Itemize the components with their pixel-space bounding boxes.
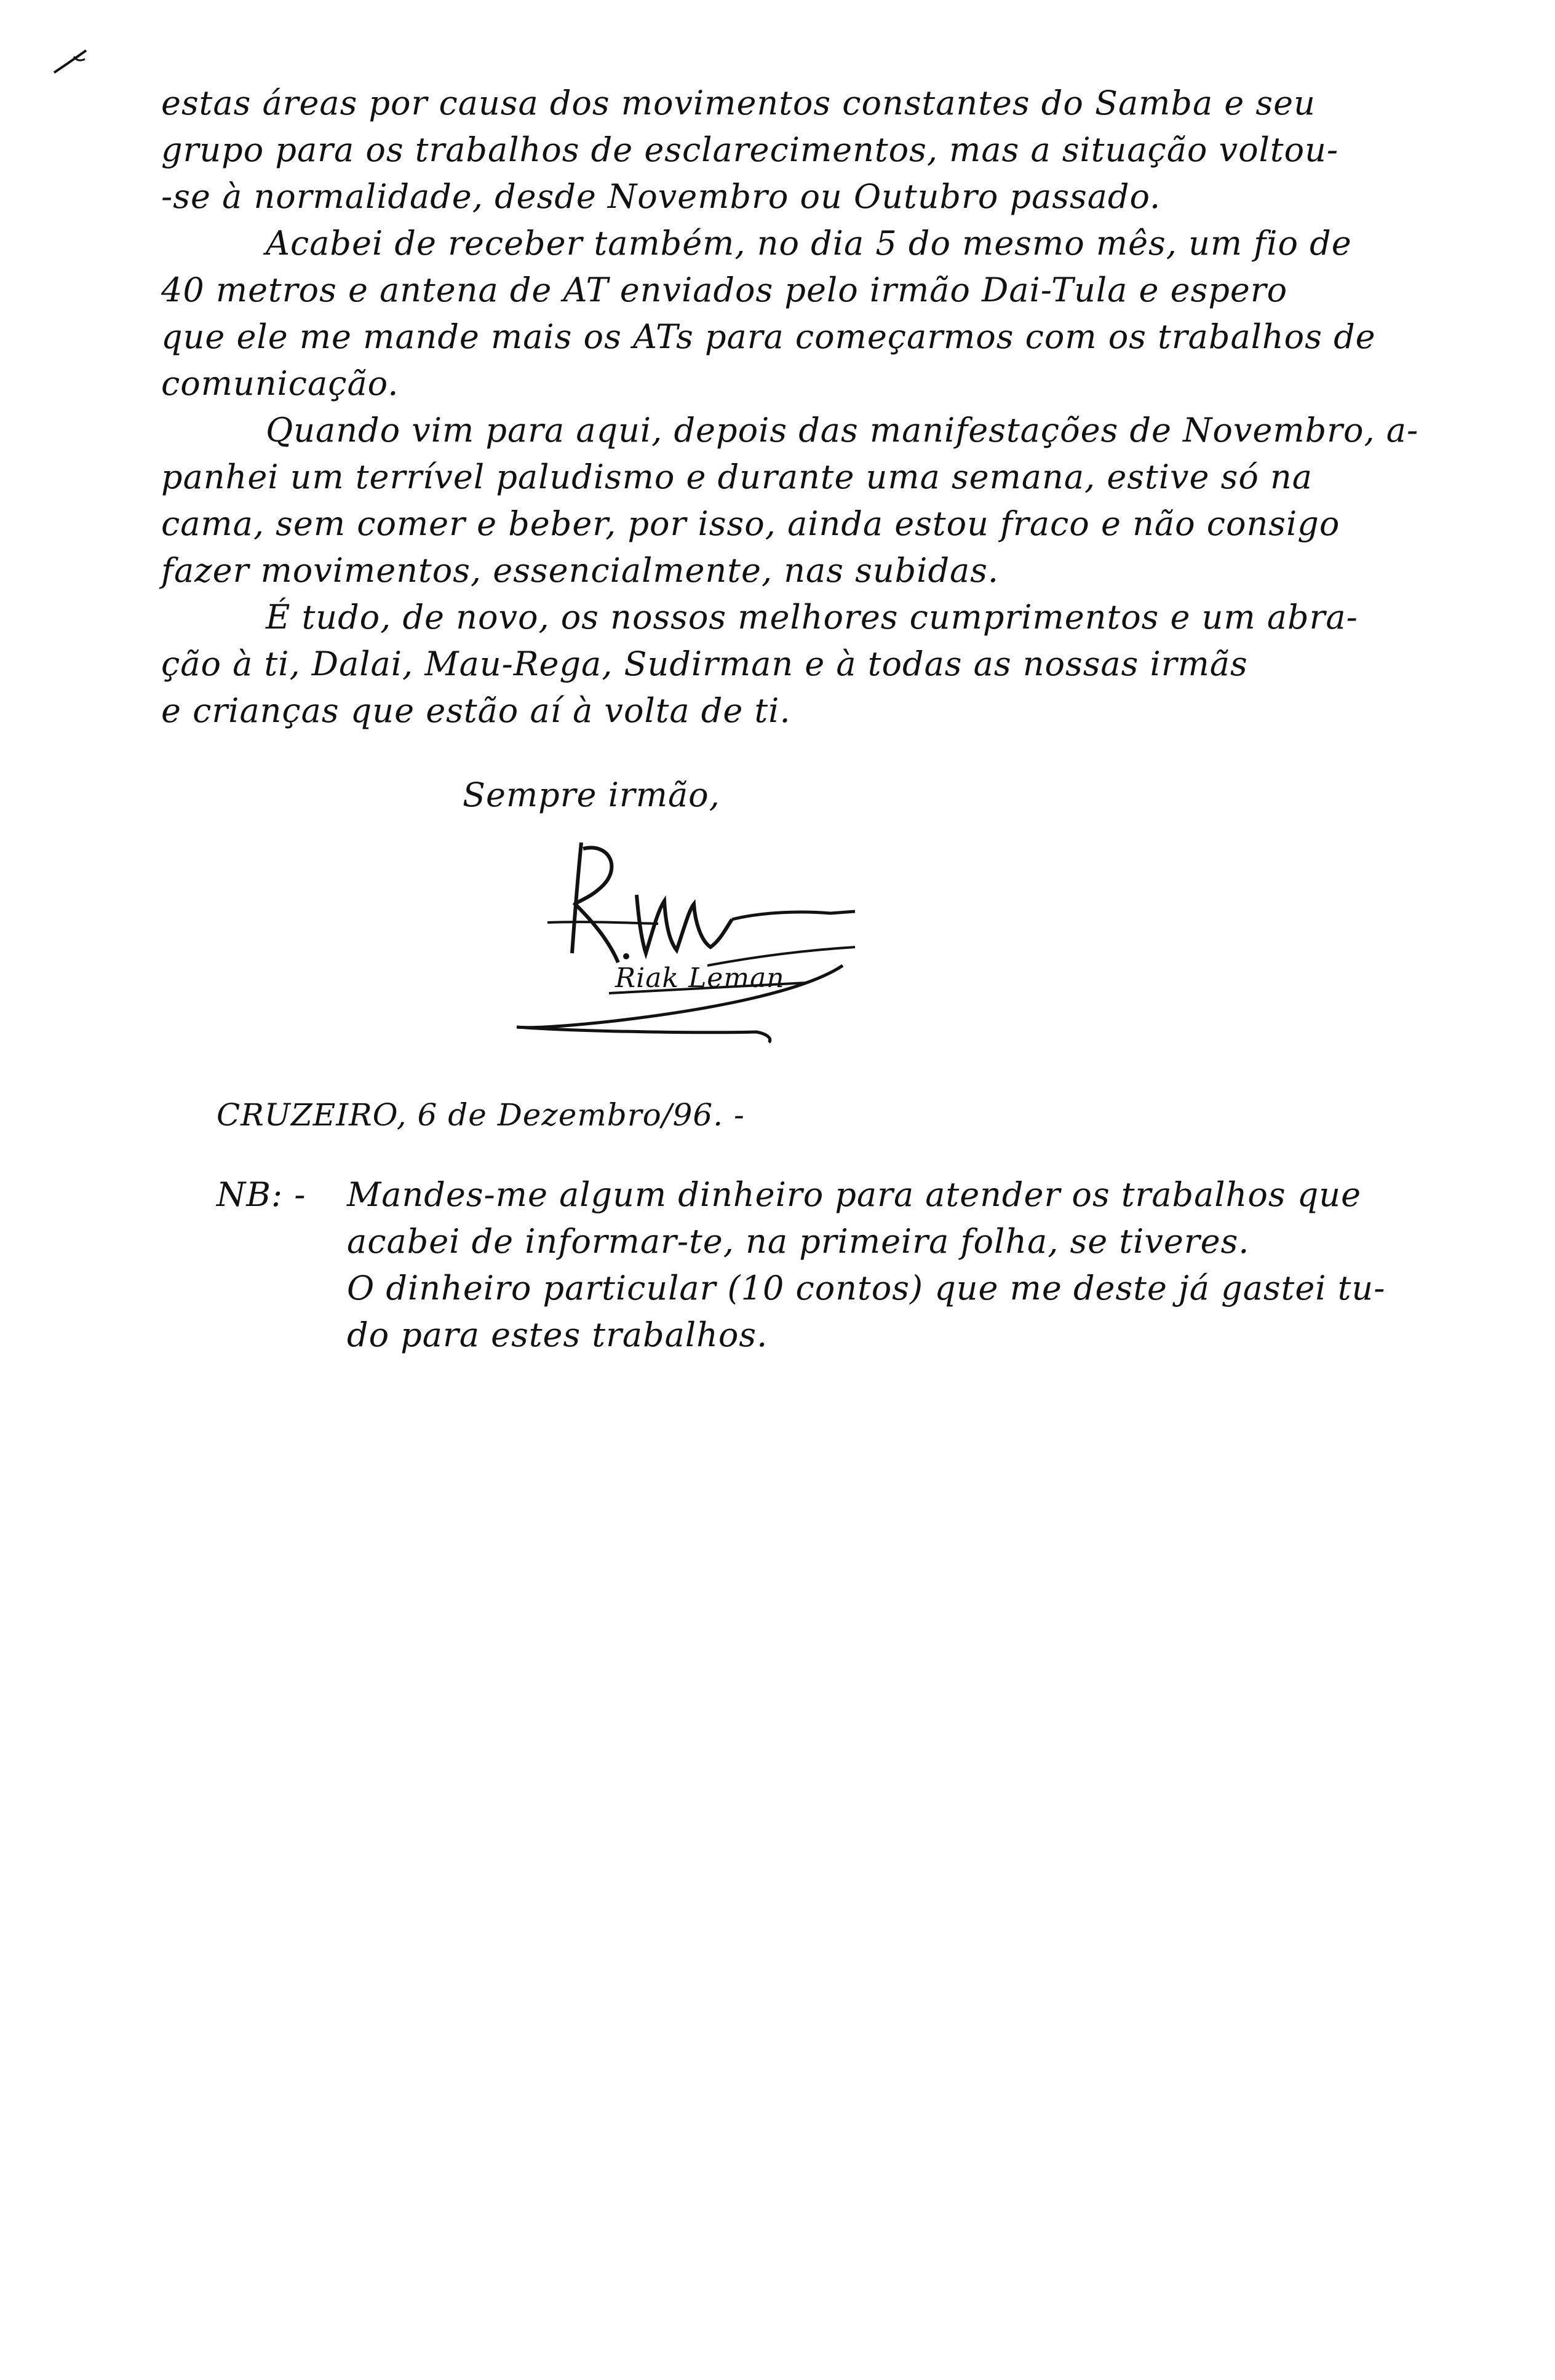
nb-label: NB: - <box>217 1175 306 1214</box>
signer-name: Riak Leman <box>615 962 785 994</box>
nb-line: do para estes trabalhos. <box>347 1315 768 1354</box>
letter-body <box>161 80 1490 734</box>
body-line: panhei um terrível paludismo e durante uma semana, estive só na <box>161 458 1313 496</box>
body-line: -se à normalidade, desde Novembro ou Outubro passado. <box>161 177 1161 216</box>
handwritten-signature <box>461 836 953 1058</box>
body-line: Quando vim para aqui, depois das manifestações de Novembro, a- <box>266 411 1419 450</box>
body-line: 40 metros e antena de AT enviados pelo irmão Dai-Tula e espero <box>161 271 1288 309</box>
nb-line: O dinheiro particular (10 contos) que me deste já gastei tu- <box>347 1269 1386 1307</box>
body-line: Acabei de receber também, no dia 5 do mesmo mês, um fio de <box>266 224 1352 263</box>
body-line: ção à ti, Dalai, Mau-Rega, Sudirman e à todas as nossas irmãs <box>161 645 1248 683</box>
body-line: estas áreas por causa dos movimentos constantes do Samba e seu <box>161 84 1316 122</box>
body-line: grupo para os trabalhos de esclarecimentos, mas a situação voltou- <box>161 130 1339 169</box>
body-line: comunicação. <box>161 364 399 403</box>
nb-line: Mandes-me algum dinheiro para atender os trabalhos que <box>347 1175 1362 1214</box>
nb-line: acabei de informar-te, na primeira folha, se tiveres. <box>347 1222 1250 1261</box>
body-line: e crianças que estão aí à volta de ti. <box>161 691 791 730</box>
body-line: fazer movimentos, essencialmente, nas subidas. <box>161 551 1000 590</box>
corner-pen-mark <box>49 43 92 80</box>
body-line: cama, sem comer e beber, por isso, ainda estou fraco e não consigo <box>161 504 1340 543</box>
body-line: que ele me mande mais os ATs para começarmos com os trabalhos de <box>161 317 1376 356</box>
body-line: É tudo, de novo, os nossos melhores cumprimentos e um abra- <box>266 598 1358 637</box>
closing-salutation: Sempre irmão, <box>463 775 720 814</box>
place-date: CRUZEIRO, 6 de Dezembro/96. - <box>217 1097 745 1133</box>
nb-text <box>347 1172 1385 1359</box>
